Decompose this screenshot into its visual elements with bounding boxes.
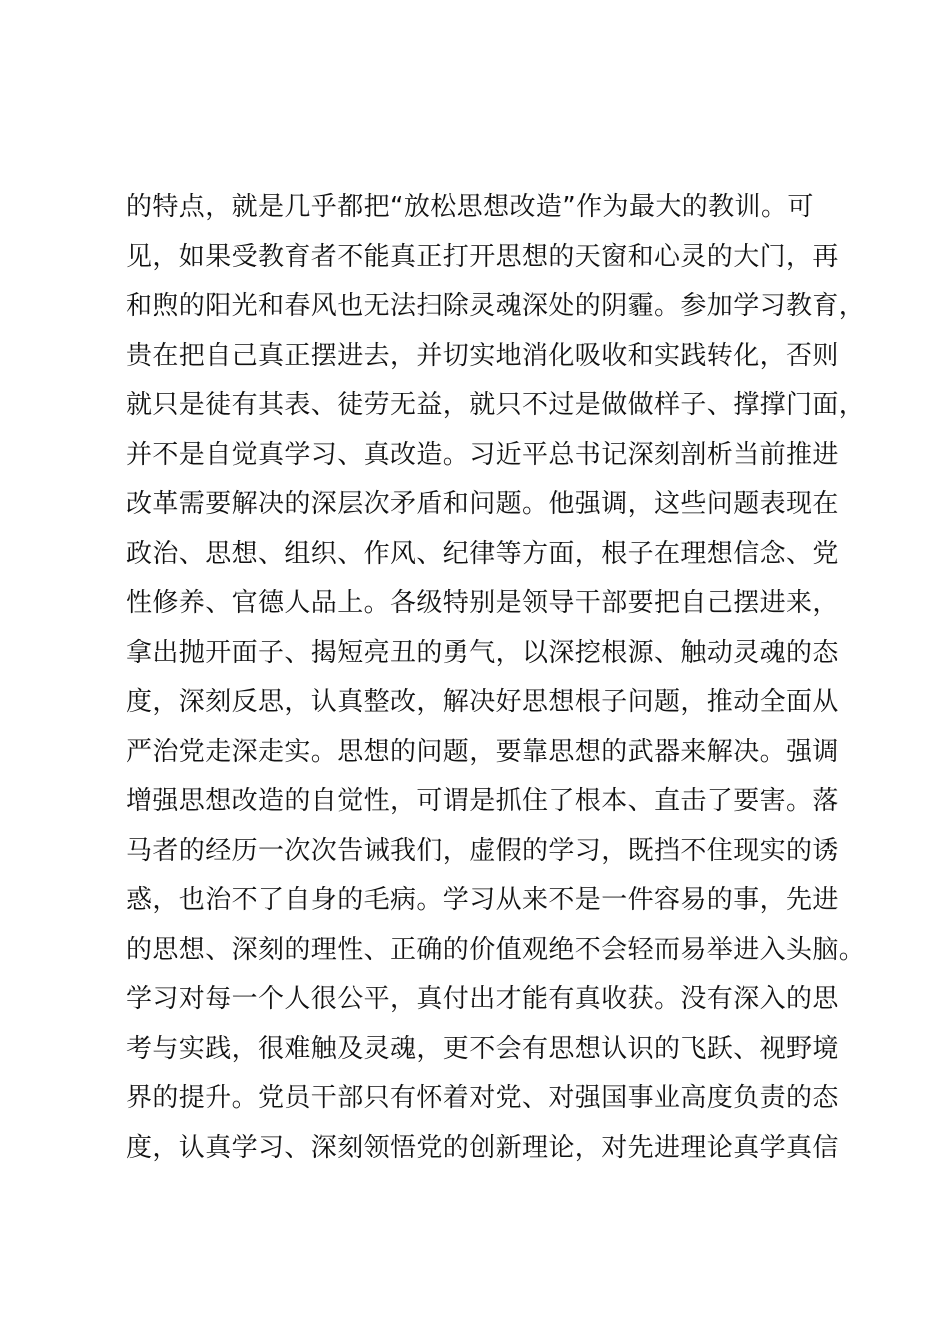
text-line: 马者的经历一次次告诫我们，虚假的学习，既挡不住现实的诱 [126,835,839,866]
text-line: 度，认真学习、深刻领悟党的创新理论，对先进理论真学真信 [126,1132,839,1163]
text-line: 和煦的阳光和春风也无法扫除灵魂深处的阴霾。参加学习教育， [126,291,866,321]
text-line: 考与实践，很难触及灵魂，更不会有思想认识的飞跃、视野境 [126,1033,839,1064]
text-line: 度，深刻反思，认真整改，解决好思想根子问题，推动全面从 [126,687,839,717]
text-line: 拿出抛开面子、揭短亮丑的勇气，以深挖根源、触动灵魂的态 [126,637,839,668]
text-line: 的特点，就是几乎都把“放松思想改造”作为最大的教训。可 [126,192,814,222]
text-line: 学习对每一个人很公平，真付出才能有真收获。没有深入的思 [126,984,839,1014]
text-line: 就只是徒有其表、徒劳无益，就只不过是做做样子、撑撑门面， [126,390,866,420]
text-line: 见，如果受教育者不能真正打开思想的天窗和心灵的大门，再 [126,241,839,272]
text-line: 并不是自觉真学习、真改造。习近平总书记深刻剖析当前推进 [126,439,839,470]
text-line: 政治、思想、组织、作风、纪律等方面，根子在理想信念、党 [126,538,839,569]
text-line: 性修养、官德人品上。各级特别是领导干部要把自己摆进来， [126,588,839,618]
text-line: 惑，也治不了自身的毛病。学习从来不是一件容易的事，先进 [126,885,839,915]
text-line: 贵在把自己真正摆进去，并切实地消化吸收和实践转化，否则 [126,340,839,371]
body-text [126,183,866,1173]
text-line: 增强思想改造的自觉性，可谓是抓住了根本、直击了要害。落 [126,786,839,816]
text-line: 界的提升。党员干部只有怀着对党、对强国事业高度负责的态 [126,1083,839,1113]
text-line: 的思想、深刻的理性、正确的价值观绝不会轻而易举进入头脑。 [126,934,866,965]
text-line: 严治党走深走实。思想的问题，要靠思想的武器来解决。强调 [126,736,839,767]
text-line: 改革需要解决的深层次矛盾和问题。他强调，这些问题表现在 [126,489,839,519]
